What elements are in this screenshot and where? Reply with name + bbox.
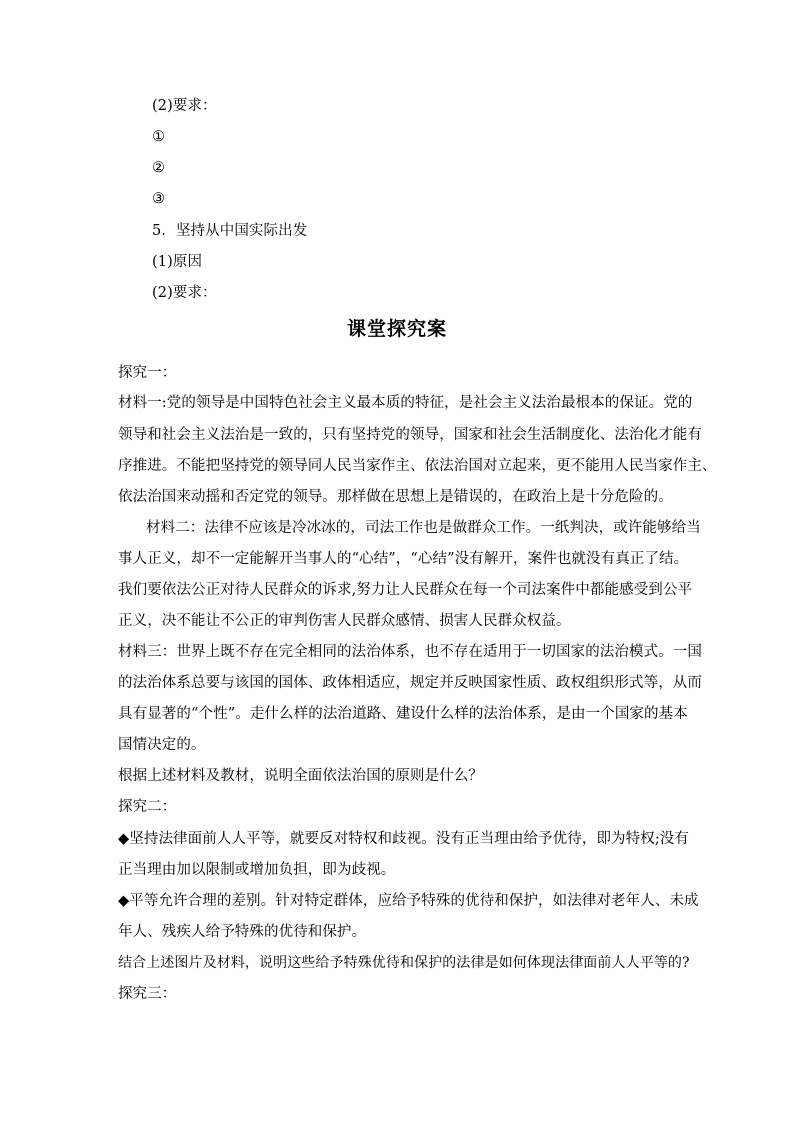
inquiry-2-heading: 探究二：: [118, 799, 177, 815]
inquiry-1-question: 根据上述材料及教材，说明全面依法治国的原则是什么？: [118, 768, 483, 784]
bullet-1-line-2: 正当理由加以限制或增加负担，即为歧视。: [118, 862, 396, 878]
material-2-line-2: 事人正义，却不一定能解开当事人的“心结”，“心结”没有解开，案件也就没有真正了结。: [118, 551, 689, 567]
bullet-1-line-1: ◆坚持法律面前人人平等，就要反对特权和歧视。没有正当理由给予优待，即为特权;没有: [118, 831, 690, 847]
inquiry-1-heading: 探究一：: [118, 365, 177, 381]
material-1-line-1: 材料一:党的领导是中国特色社会主义最本质的特征，是社会主义法治最根本的保证。党的: [118, 395, 693, 411]
material-2-line-1: 材料二：法律不应该是冷冰冰的，司法工作也是做群众工作。一纸判决，或许能够给当: [146, 520, 701, 536]
material-3-line-4: 国情决定的。: [118, 737, 206, 753]
material-1-line-4: 依法治国来动摇和否定党的领导。那样做在思想上是错误的，在政治上是十分危险的。: [118, 489, 673, 505]
inquiry-2-question: 结合上述图片及材料，说明这些给予特殊优待和保护的法律是如何体现法律面前人人平等的?: [118, 955, 690, 971]
material-2-line-4: 正义，决不能让不公正的审判伤害人民群众感情、损害人民群众权益。: [118, 613, 571, 629]
page-title: 课堂探究案: [346, 318, 447, 340]
material-1-line-2: 领导和社会主义法治是一致的，只有坚持党的领导，国家和社会生活制度化、法治化才能有: [118, 427, 702, 443]
material-2-line-3: 我们要依法公正对待人民群众的诉求,努力让人民群众在每一个司法案件中都能感受到公平: [118, 582, 693, 598]
requirement-label-2: (2)要求：: [152, 285, 217, 301]
section-5-heading: 5．坚持从中国实际出发: [152, 223, 308, 239]
bullet-2-line-2: 年人、残疾人给予特殊的优待和保护。: [118, 924, 367, 940]
material-3-line-2: 的法治体系总要与该国的国体、政体相适应，规定并反映国家性质、政权组织形式等，从而: [118, 675, 702, 691]
material-3-line-3: 具有显著的“个性”。走什么样的法治道路、建设什么样的法治体系，是由一个国家的基本: [118, 706, 688, 722]
cause-label: (1)原因: [152, 254, 203, 270]
circled-item-1: ①: [152, 129, 166, 145]
material-3-line-1: 材料三：世界上既不存在完全相同的法治体系，也不存在适用于一切国家的法治模式。一国: [118, 644, 702, 660]
circled-item-3: ③: [152, 191, 166, 207]
requirement-label: (2)要求：: [152, 98, 217, 114]
inquiry-3-heading: 探究三：: [118, 986, 177, 1002]
bullet-2-line-1: ◆平等允许合理的差别。针对特定群体，应给予特殊的优待和保护，如法律对老年人、未成: [118, 893, 699, 909]
material-1-line-3: 序推进。不能把坚持党的领导同人民当家作主、依法治国对立起来，更不能用人民当家作主、: [118, 458, 717, 474]
circled-item-2: ②: [152, 160, 166, 176]
